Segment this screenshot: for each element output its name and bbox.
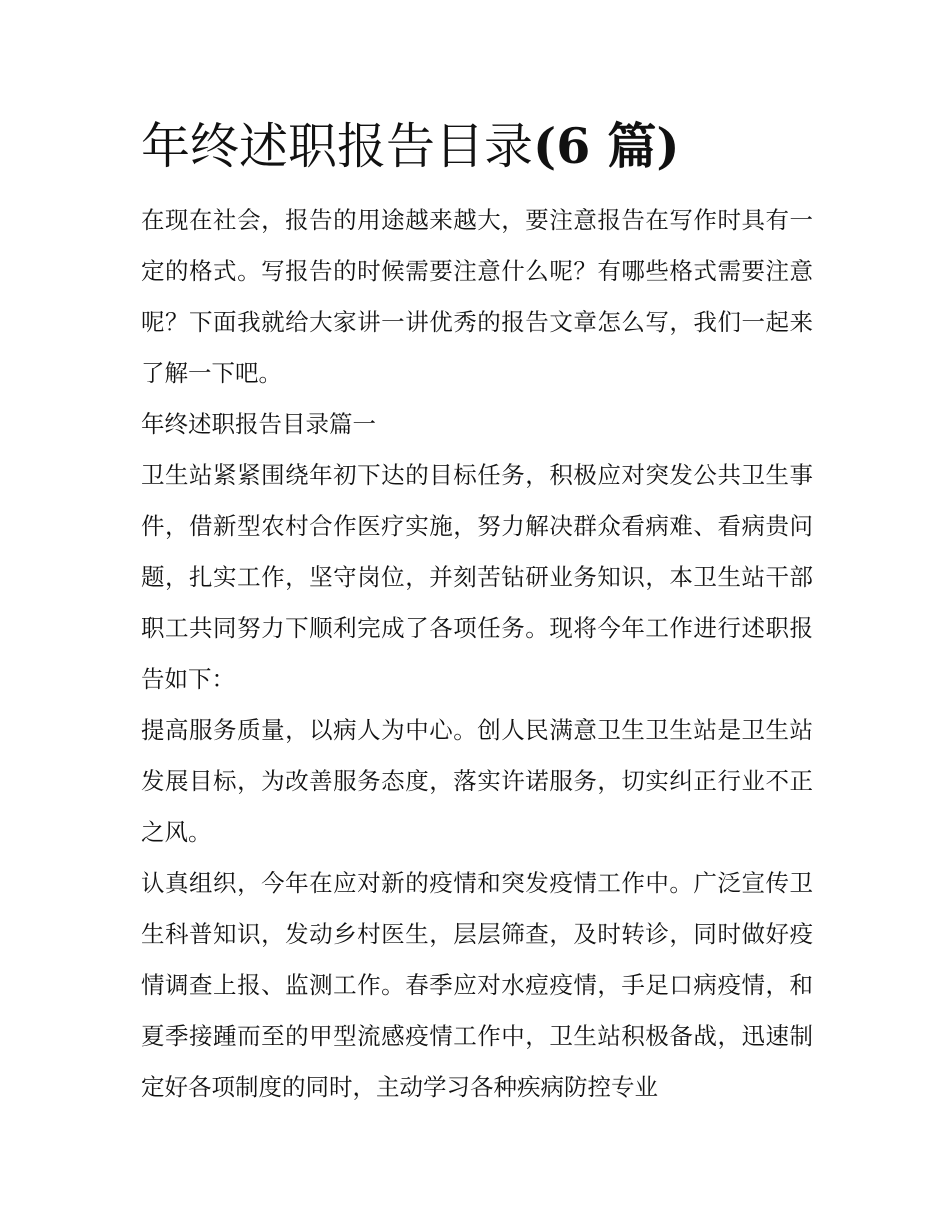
body-paragraph-3: 认真组织，今年在应对新的疫情和突发疫情工作中。广泛宣传卫生科普知识，发动乡村医生，层层筛查，及时转诊，同时做好疫情调查上报、监测工作。春季应对水痘疫情，手足口病疫情，和夏季接踵而至的甲型流感疫情工作中，卫生站积极备战，迅速制定好各项制度的同时，主动学习各种疾病防控专业 bbox=[141, 869, 813, 1101]
intro-paragraph: 在现在社会，报告的用途越来越大，要注意报告在写作时具有一定的格式。写报告的时候需要注意什么呢？有哪些格式需要注意呢？下面我就给大家讲一讲优秀的报告文章怎么写，我们一起来了解一下吧。 bbox=[141, 206, 813, 387]
title-count: (6 篇) bbox=[533, 117, 680, 175]
title-main: 年终述职报告目录 bbox=[141, 118, 534, 175]
section-heading: 年终述职报告目录篇一 bbox=[141, 410, 376, 438]
document-title bbox=[141, 110, 813, 183]
document-body bbox=[141, 110, 813, 1113]
body-paragraph-2: 提高服务质量，以病人为中心。创人民满意卫生卫生站是卫生站发展目标，为改善服务态度，落实许诺服务，切实纠正行业不正之风。 bbox=[141, 716, 813, 846]
body-paragraph-1: 卫生站紧紧围绕年初下达的目标任务，积极应对突发公共卫生事件，借新型农村合作医疗实施，努力解决群众看病难、看病贵问题，扎实工作，坚守岗位，并刻苦钻研业务知识，本卫生站干部职工共同努力下顺利完成了各项任务。现将今年工作进行述职报告如下： bbox=[141, 461, 813, 693]
